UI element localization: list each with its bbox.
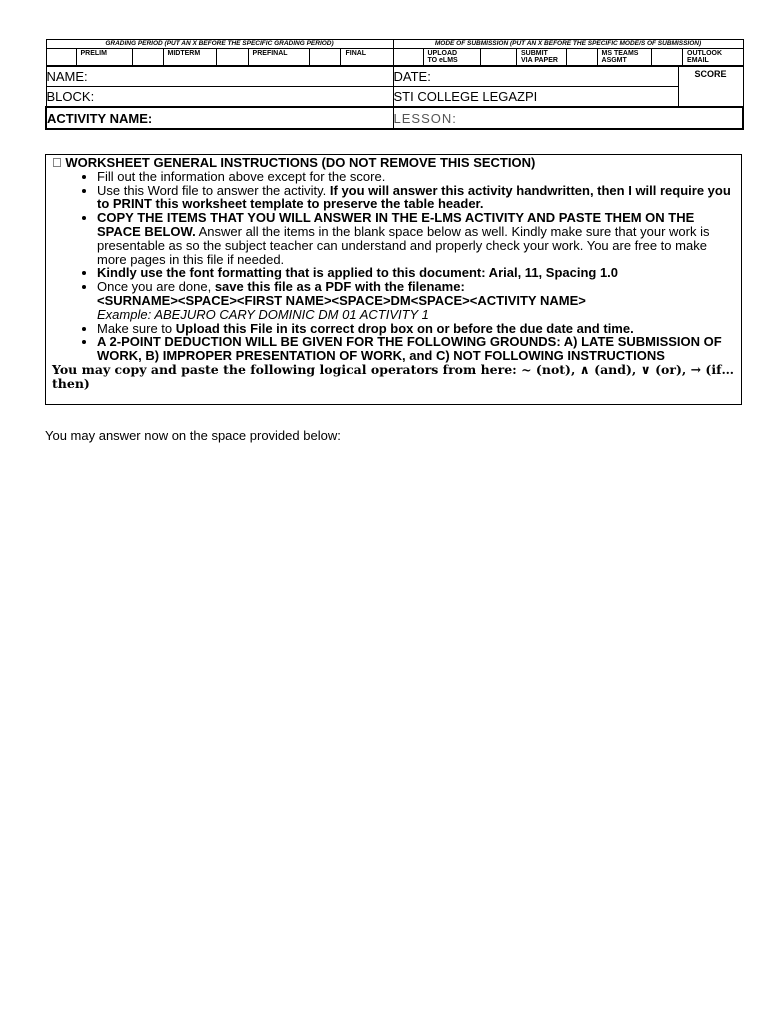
checkbox-outlook[interactable] (652, 49, 683, 65)
activity-name-field[interactable]: ACTIVITY NAME: (46, 107, 393, 129)
submission-mode-cell (393, 40, 743, 67)
mode-label-outlook: OUTLOOK EMAIL (687, 50, 723, 64)
submission-mode-title: MODE OF SUBMISSION (PUT AN X BEFORE THE SPECIFIC MODE/S OF SUBMISSION) (394, 40, 743, 49)
mode-label-paper: SUBMIT VIA PAPER (521, 50, 558, 64)
lesson-field[interactable]: LESSON: (393, 107, 743, 129)
school-name: STI COLLEGE LEGAZPI (393, 87, 678, 108)
instructions-box (45, 154, 742, 405)
instruction-item: • Use this Word file to answer the activity. If you will answer this activity handwritten, then I will require you to PRINT this worksheet template to preserve the table header. (97, 184, 735, 212)
grading-label-prelim: PRELIM (80, 50, 107, 57)
mode-label-upload: UPLOAD TO eLMS (427, 50, 458, 64)
checkbox-paper[interactable] (481, 49, 517, 65)
grading-label-midterm: MIDTERM (167, 50, 201, 57)
grading-options (47, 49, 393, 65)
grading-period-cell (46, 40, 393, 67)
checkbox-prelim[interactable] (47, 49, 77, 65)
checkbox-prefinal[interactable] (217, 49, 249, 65)
grading-option-final[interactable] (310, 49, 392, 65)
header-table (45, 39, 744, 130)
checkbox-teams[interactable] (567, 49, 598, 65)
instruction-item: • Kindly use the font formatting that is applied to this document: Arial, 11, Spacing 1.0 (97, 266, 735, 280)
grading-option-prefinal[interactable] (217, 49, 311, 65)
date-field[interactable]: DATE: (393, 66, 678, 87)
checkbox-midterm[interactable] (133, 49, 164, 65)
instruction-item: • Once you are done, save this file as a PDF with the filename: <SURNAME><SPACE><FIRST NAME><SPACE>DM<SPACE><ACTIVITY NAME> Example: ABEJURO CARY DOMINIC DM 01 ACTIVITY 1 (97, 280, 735, 321)
instruction-item: • COPY THE ITEMS THAT YOU WILL ANSWER IN THE E-LMS ACTIVITY AND PASTE THEM ON THE SPACE BELOW. Answer all the items in the blank space below as well. Kindly make sure that your work is presentable as so the subject teacher can understand and properly check your work. You are free to make more pages in this file if needed. (97, 211, 735, 266)
grading-option-midterm[interactable] (133, 49, 217, 65)
answer-prompt: You may answer now on the space provided below: (45, 428, 341, 443)
mode-label-teams: MS TEAMS ASGMT (601, 50, 639, 64)
grading-option-prelim[interactable] (47, 49, 133, 65)
grading-label-final: FINAL (345, 50, 367, 57)
instruction-item: • Make sure to Upload this File in its correct drop box on or before the due date and time. (97, 322, 735, 336)
mode-option-teams[interactable] (567, 49, 653, 65)
logical-operators-line: You may copy and paste the following logical operators from here: ~ (not), ∧ (and), ∨ (or), → (if…then) (52, 361, 734, 391)
mode-option-outlook[interactable] (652, 49, 742, 65)
checkbox-upload[interactable] (394, 49, 424, 65)
name-field[interactable]: NAME: (46, 66, 393, 87)
worksheet-header (45, 39, 742, 130)
instructions-title: WORKSHEET GENERAL INSTRUCTIONS (DO NOT REMOVE THIS SECTION) (52, 155, 522, 170)
grading-period-title: GRADING PERIOD (PUT AN X BEFORE THE SPECIFIC GRADING PERIOD) (47, 40, 393, 49)
mode-option-upload[interactable] (394, 49, 482, 65)
submission-options (394, 49, 743, 65)
instruction-item: • A 2-POINT DEDUCTION WILL BE GIVEN FOR THE FOLLOWING GROUNDS: A) LATE SUBMISSION OF WORK, B) IMPROPER PRESENTATION OF WORK, and C) NOT FOLLOWING INSTRUCTIONS (97, 335, 735, 363)
mode-option-paper[interactable] (481, 49, 567, 65)
checkbox-final[interactable] (310, 49, 341, 65)
score-box: SCORE (678, 66, 743, 107)
grading-label-prefinal: PREFINAL (252, 50, 288, 57)
instructions-list (52, 170, 735, 363)
instruction-item: • Fill out the information above except for the score. (97, 170, 735, 184)
block-field[interactable]: BLOCK: (46, 87, 393, 108)
